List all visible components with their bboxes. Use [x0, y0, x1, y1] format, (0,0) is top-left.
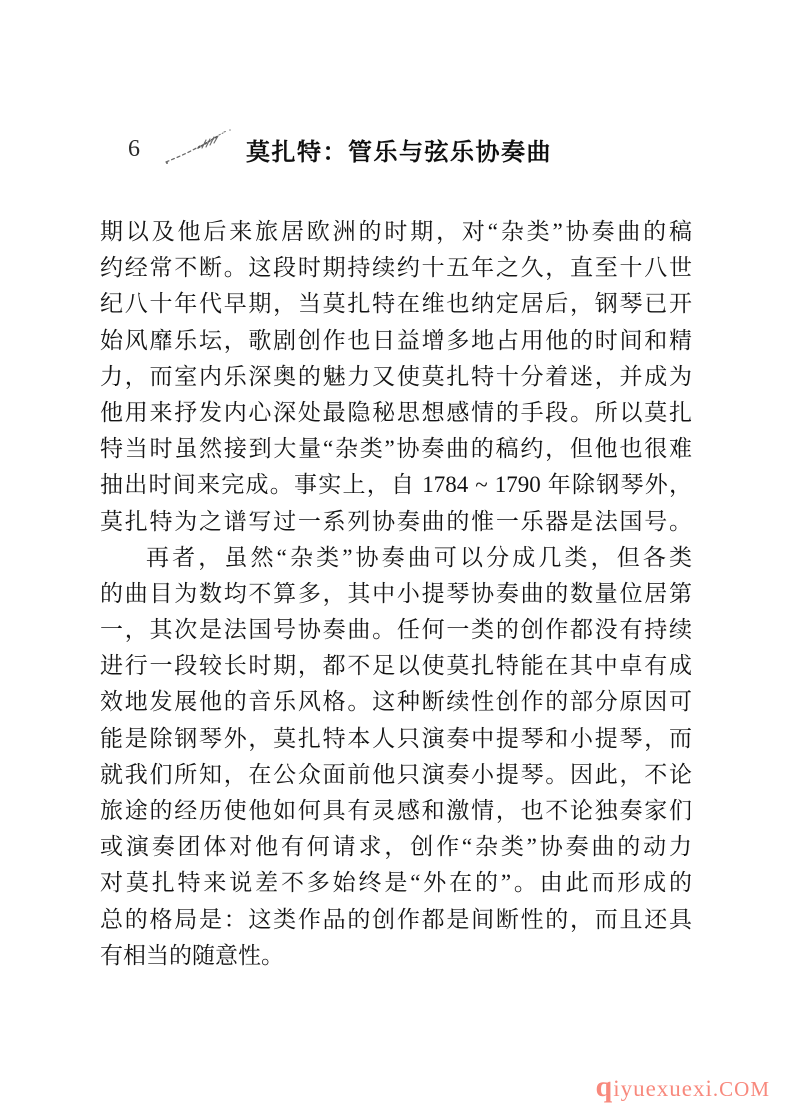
- site-watermark: [596, 1070, 771, 1104]
- text-line: 或演奏团体对他有何请求，创作“杂类”协奏曲的动力: [100, 834, 692, 860]
- text-line: 期以及他后来旅居欧洲的时期，对“杂类”协奏曲的稿: [100, 219, 692, 244]
- watermark-initial: q: [595, 1070, 614, 1103]
- text-line: 总的格局是：这类作品的创作都是间断性的，而且还具: [100, 906, 692, 932]
- text-line: 莫扎特为之谱写过一系列协奏曲的惟一乐器是法国号。: [100, 508, 692, 534]
- quill-sketch-icon: [160, 124, 234, 170]
- paragraph-2: [100, 540, 692, 974]
- text-line: 一，其次是法国号协奏曲。任何一类的创作都没有持续: [100, 617, 692, 643]
- text-line: 抽出时间来完成。事实上，自 1784 ~ 1790 年除钢琴外，: [100, 472, 692, 498]
- body-text: [100, 214, 692, 974]
- text-line: 效地发展他的音乐风格。这种断续性创作的部分原因可: [100, 689, 692, 715]
- text-line: 力，而室内乐深奥的魅力又使莫扎特十分着迷，并成为: [100, 363, 692, 389]
- paragraph-1: [100, 214, 692, 540]
- text-line: 的曲目为数均不算多，其中小提琴协奏曲的数量位居第: [100, 580, 692, 606]
- text-line: 纪八十年代早期，当莫扎特在维也纳定居后，钢琴已开: [100, 291, 692, 317]
- watermark-text: iyuexuexi: [613, 1076, 713, 1101]
- running-head-title: 莫扎特：管乐与弦乐协奏曲: [246, 140, 552, 166]
- text-line: 特当时虽然接到大量“杂类”协奏曲的稿约，但他也很难: [100, 436, 692, 462]
- text-line: 对莫扎特来说差不多始终是“外在的”。由此而形成的: [100, 870, 692, 896]
- text-line: 约经常不断。这段时期持续约十五年之久，直至十八世: [100, 255, 692, 281]
- text-line: 能是除钢琴外，莫扎特本人只演奏中提琴和小提琴，而: [100, 725, 692, 751]
- text-line: 再者，虽然“杂类”协奏曲可以分成几类，但各类: [146, 544, 692, 570]
- text-line: 始风靡乐坛，歌剧创作也日益增多地占用他的时间和精: [100, 327, 692, 353]
- page-number: 6: [128, 136, 141, 162]
- text-line: 进行一段较长时期，都不足以使莫扎特能在其中卓有成: [100, 653, 692, 679]
- text-line: 有相当的随意性。: [100, 942, 284, 968]
- text-line: 旅途的经历使他如何具有灵感和激情，也不论独奏家们: [100, 798, 692, 823]
- text-line: 就我们所知，在公众面前他只演奏小提琴。因此，不论: [100, 761, 692, 787]
- watermark-tld: .COM: [712, 1077, 770, 1101]
- text-line: 他用来抒发内心深处最隐秘思想感情的手段。所以莫扎: [100, 399, 692, 425]
